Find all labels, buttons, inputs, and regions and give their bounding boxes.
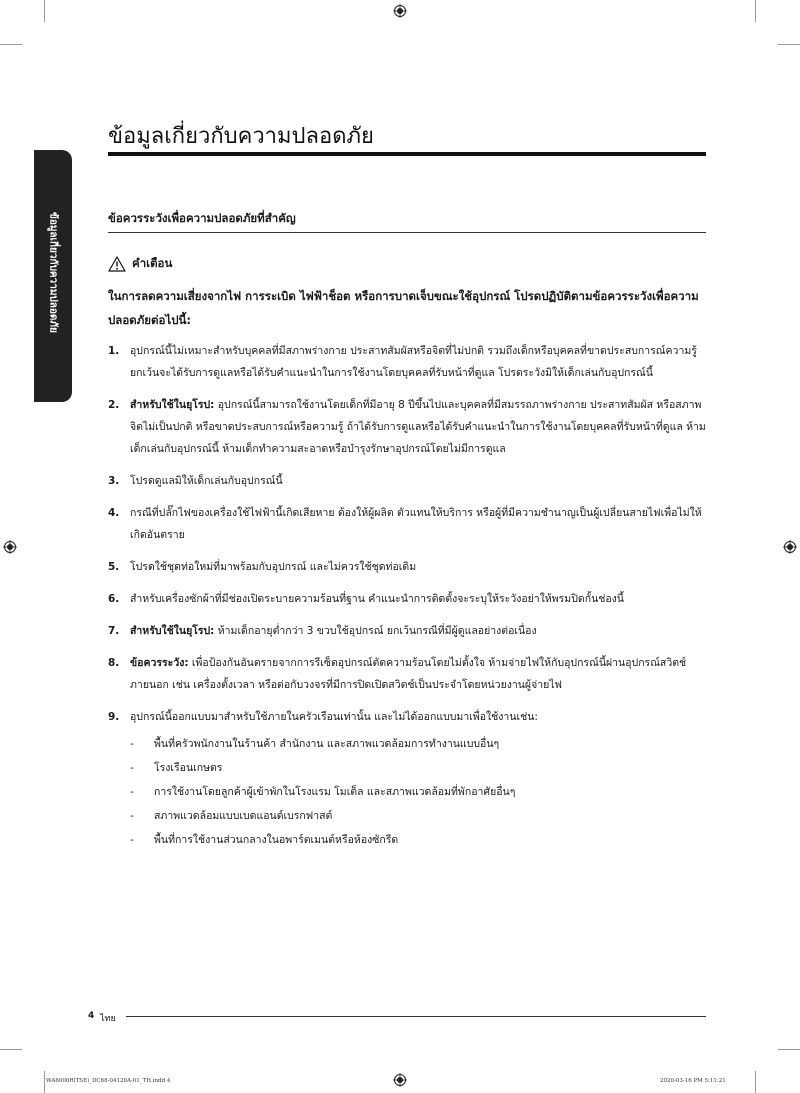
list-item-number: 4. [108,507,120,519]
crop-mark [44,1071,45,1093]
list-item-text: โปรดดูแลมิให้เด็กเล่นกับอุปกรณ์นี้ [130,475,283,487]
list-item-text: เพื่อป้องกันอันตรายจากการรีเซ็ตอุปกรณ์ตัดความร้อนโดยไม่ตั้งใจ ห้ามจ่ายไฟให้กับอุปกรณ์นี้ผ่านอุปกรณ์สวิตช์ภายนอก เช่น เครื่องตั้งเวลา หรือต่อกับวงจรที่มีการปิดเปิดสวิตช์เป็นประจำโดยหน่วยงานผู้จ่ายไฟ [130,657,687,691]
registration-mark-icon [783,540,797,554]
list-item [108,556,708,578]
sub-list-item-text: การใช้งานโดยลูกค้าผู้เข้าพักในโรงแรม โมเต็ล และสภาพแวดล้อมที่พักอาศัยอื่นๆ [154,786,516,798]
list-item-text: ห้ามเด็กอายุต่ำกว่า 3 ขวบใช้อุปกรณ์ ยกเว้นกรณีที่มีผู้ดูแลอย่างต่อเนื่อง [214,625,537,637]
dash-bullet: - [130,762,134,774]
sub-list-item [130,732,708,756]
list-item-label: ข้อควรระวัง: [130,657,189,669]
crop-mark [755,1071,756,1093]
dash-bullet: - [130,738,134,750]
list-item-text: อุปกรณ์นี้สามารถใช้งานโดยเด็กที่มีอายุ 8 ปีขึ้นไปและบุคคลที่มีสมรรถภาพร่างกาย ประสาทสัมผัส หรือสภาพจิตไม่เป็นปกติ หรือขาดประสบการณ์หรือความรู้ ถ้าได้รับการดูแลหรือได้รับคำแนะนำในการใช้งานโดยบุคคลที่รับหน้าที่ดูแล ห้ามเด็กเล่นกับอุปกรณ์นี้ ห้ามเด็กทำความสะอาดหรือบำรุงรักษาอุปกรณ์โดยไม่มีการดูแล [130,399,706,455]
crop-mark [0,1049,22,1050]
crop-mark [755,0,756,22]
sub-list-item-text: สภาพแวดล้อมแบบเบดแอนด์เบรกฟาสต์ [154,810,333,822]
crop-mark [778,1049,800,1050]
warning-triangle-icon [108,256,126,272]
page-title: ข้อมูลเกี่ยวกับความปลอดภัย [108,124,374,149]
section-heading: ข้อควรระวังเพื่อความปลอดภัยที่สำคัญ [108,211,296,225]
crop-mark [778,44,800,45]
list-item-number: 5. [108,561,120,573]
dash-bullet: - [130,834,134,846]
dash-bullet: - [130,786,134,798]
list-item-number: 8. [108,657,120,669]
list-item-label: สำหรับใช้ในยุโรป: [130,399,215,411]
list-item-number: 7. [108,625,120,637]
title-divider [108,152,706,156]
registration-mark-icon [393,1073,407,1087]
print-slug-file: WA6000R(TSE)_DC68-04120A-01_TH.indd 4 [46,1078,171,1084]
sub-list-item [130,804,708,828]
list-item [108,340,708,384]
list-item-number: 9. [108,711,120,723]
list-item-number: 2. [108,399,120,411]
print-slug-date: 2020-03-16 PM 5:11:21 [660,1078,726,1084]
list-item-text: กรณีที่ปลั๊กไฟของเครื่องใช้ไฟฟ้านี้เกิดเสียหาย ต้องให้ผู้ผลิต ตัวแทนให้บริการ หรือผู้ที่มีความชำนาญเป็นผู้เปลี่ยนสายไฟเพื่อไม่ให้เกิดอันตราย [130,507,702,541]
list-item-number: 1. [108,345,120,357]
list-item-text: อุปกรณ์นี้ออกแบบมาสำหรับใช้ภายในครัวเรือนเท่านั้น และไม่ได้ออกแบบมาเพื่อใช้งานเช่น: [130,711,538,723]
sub-list-item [130,828,708,852]
safety-list [108,340,708,862]
section-divider [108,232,706,233]
list-item [108,620,708,642]
side-tab [34,150,72,402]
sub-list-item-text: พื้นที่ครัวพนักงานในร้านค้า สำนักงาน และสภาพแวดล้อมการทำงานแบบอื่นๆ [154,738,500,750]
side-tab-label: ข้อมูลเกี่ยวกับความปลอดภัย [47,212,59,333]
dash-bullet: - [130,810,134,822]
sub-list-item [130,756,708,780]
list-item-text: สำหรับเครื่องซักผ้าที่มีช่องเปิดระบายความร้อนที่ฐาน คำแนะนำการติดตั้งจะระบุให้ระวังอย่าให้พรมปิดกั้นช่องนี้ [130,593,624,605]
footer-language: ไทย [100,1014,116,1024]
crop-mark [44,0,45,22]
list-item [108,588,708,610]
list-item-number: 3. [108,475,120,487]
list-item [108,652,708,696]
sub-list-item-text: โรงเรือนเกษตร [154,762,223,774]
sub-list-item-text: พื้นที่การใช้งานส่วนกลางในอพาร์ตเมนต์หรือห้องซักรีด [154,834,399,846]
warning-header [108,255,172,273]
list-item [108,502,708,546]
page-number: 4 [88,1011,95,1021]
sub-list [130,732,708,852]
registration-mark-icon [3,540,17,554]
warning-intro: ในการลดความเสี่ยงจากไฟ การระเบิด ไฟฟ้าช็อต หรือการบาดเจ็บขณะใช้อุปกรณ์ โปรดปฏิบัติตามข้อควรระวังเพื่อความปลอดภัยต่อไปนี้: [108,289,699,327]
list-item [108,394,708,460]
list-item [108,470,708,492]
registration-mark-icon [393,4,407,18]
footer-divider [126,1016,706,1017]
warning-label: คำเตือน [132,256,173,270]
sub-list-item [130,780,708,804]
list-item-text: โปรดใช้ชุดท่อใหม่ที่มาพร้อมกับอุปกรณ์ และไม่ควรใช้ชุดท่อเดิม [130,561,417,573]
list-item-label: สำหรับใช้ในยุโรป: [130,625,215,637]
list-item-text: อุปกรณ์นี้ไม่เหมาะสำหรับบุคคลที่มีสภาพร่างกาย ประสาทสัมผัสหรือจิตที่ไม่ปกติ รวมถึงเด็กหรือบุคคลที่ขาดประสบการณ์ความรู้ ยกเว้นจะได้รับการดูแลหรือได้รับคำแนะนำในการใช้งานโดยบุคคลที่รับหน้าที่ดูแล โปรดระวังมิให้เด็กเล่นกับอุปกรณ์นี้ [130,345,697,379]
crop-mark [0,44,22,45]
list-item-number: 6. [108,593,120,605]
list-item [108,706,708,852]
